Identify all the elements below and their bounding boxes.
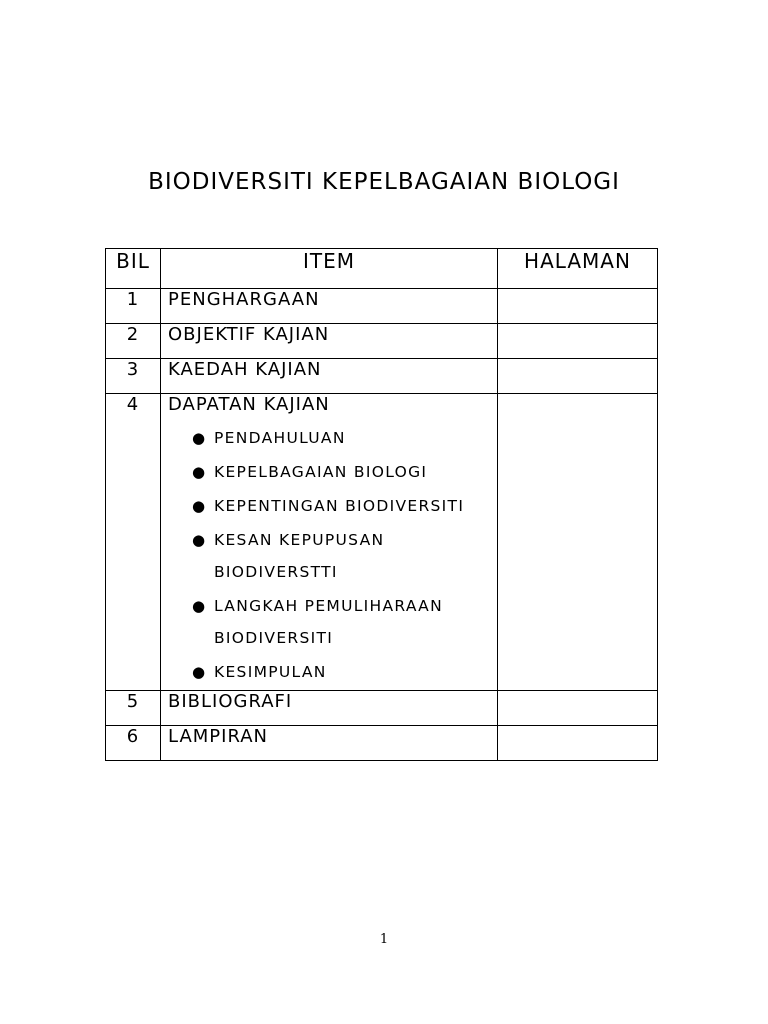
subitem-label: KEPELBAGAIAN BIOLOGI xyxy=(214,463,428,481)
subitem-label: LANGKAH PEMULIHARAAN BIODIVERSITI xyxy=(214,597,443,647)
list-item xyxy=(192,524,494,588)
list-item xyxy=(192,422,494,454)
bullet-icon: ● xyxy=(192,597,207,615)
document-title: BIODIVERSITI KEPELBAGAIAN BIOLOGI xyxy=(148,169,620,195)
table-header-row xyxy=(106,249,658,289)
row-page xyxy=(498,289,658,324)
row-page xyxy=(498,726,658,761)
table-row xyxy=(106,691,658,726)
bullet-icon: ● xyxy=(192,429,207,447)
row-page xyxy=(498,691,658,726)
bullet-icon: ● xyxy=(192,531,207,549)
row-page xyxy=(498,359,658,394)
table-row xyxy=(106,289,658,324)
bullet-icon: ● xyxy=(192,497,207,515)
subitem-label: PENDAHULUAN xyxy=(214,429,346,447)
row-number: 4 xyxy=(106,394,161,691)
header-bil: BIL xyxy=(106,249,161,289)
contents-table xyxy=(105,248,658,761)
row-page xyxy=(498,394,658,691)
bullet-icon: ● xyxy=(192,663,207,681)
header-halaman: HALAMAN xyxy=(498,249,658,289)
row-number: 1 xyxy=(106,289,161,324)
list-item xyxy=(192,456,494,488)
list-item xyxy=(192,656,494,688)
table-row xyxy=(106,324,658,359)
row-item: KAEDAH KAJIAN xyxy=(161,359,498,394)
row-page xyxy=(498,324,658,359)
page-number: 1 xyxy=(379,932,389,947)
row-item: DAPATAN KAJIAN xyxy=(168,394,330,415)
header-item: ITEM xyxy=(161,249,498,289)
bullet-icon: ● xyxy=(192,463,207,481)
row-item: PENGHARGAAN xyxy=(161,289,498,324)
subitem-label: KESIMPULAN xyxy=(214,663,327,681)
list-item xyxy=(192,590,494,654)
subitem-list xyxy=(168,422,497,688)
subitem-label: KEPENTINGAN BIODIVERSITI xyxy=(214,497,465,515)
list-item xyxy=(192,490,494,522)
row-item: OBJEKTIF KAJIAN xyxy=(161,324,498,359)
table-row xyxy=(106,359,658,394)
subitem-label: KESAN KEPUPUSAN BIODIVERSTTI xyxy=(214,531,385,581)
row-number: 5 xyxy=(106,691,161,726)
table-row xyxy=(106,726,658,761)
row-item: LAMPIRAN xyxy=(161,726,498,761)
row-number: 2 xyxy=(106,324,161,359)
table-row xyxy=(106,394,658,691)
row-number: 6 xyxy=(106,726,161,761)
row-item: BIBLIOGRAFI xyxy=(161,691,498,726)
row-item-with-subitems xyxy=(161,394,498,691)
row-number: 3 xyxy=(106,359,161,394)
